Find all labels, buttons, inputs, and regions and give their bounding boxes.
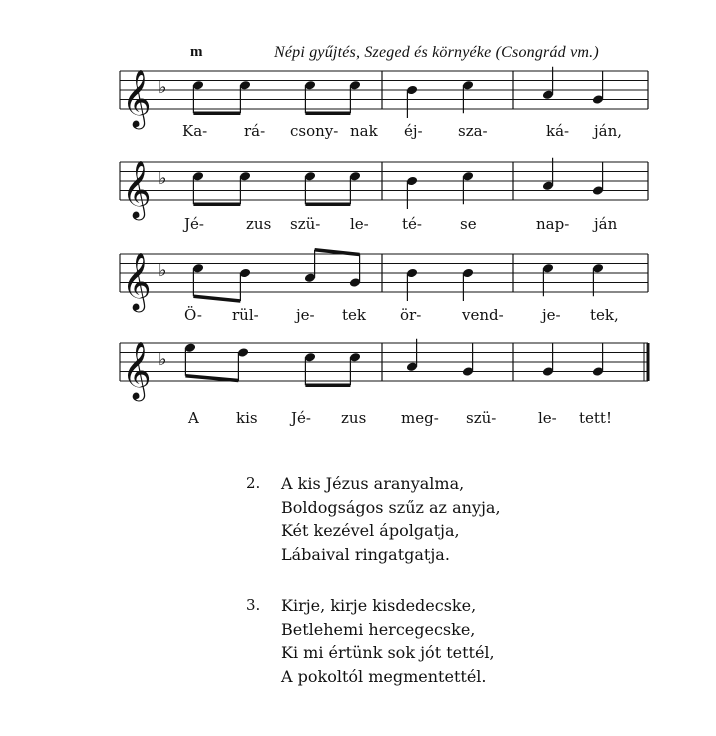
lyric-syllable: nak: [350, 122, 378, 140]
note-beam: [193, 296, 240, 301]
lyric-syllable: ör-: [400, 306, 422, 324]
note-beam: [185, 376, 238, 381]
collection-mark: m: [190, 44, 203, 60]
staff-system: [0, 242, 716, 312]
verse-line: Betlehemi hercegecske,: [281, 619, 476, 639]
verse-line: Kirje, kirje kisdedecske,: [281, 596, 477, 615]
flat-icon: ♭: [158, 168, 167, 189]
lyric-syllable: Ö-: [184, 306, 202, 324]
staff-system: [0, 59, 716, 129]
verse-2: [246, 472, 501, 566]
treble-clef-icon: 𝄞: [122, 252, 152, 310]
lyric-syllable: nap-: [536, 215, 570, 233]
treble-clef-icon: 𝄞: [122, 160, 152, 218]
verse-number: 3.: [246, 596, 261, 614]
lyric-syllable: té-: [402, 215, 422, 233]
staff-system: [0, 331, 716, 401]
lyric-syllable: ján: [594, 215, 618, 233]
lyric-syllable: je-: [296, 306, 315, 324]
lyric-syllable: je-: [542, 306, 561, 324]
verse-line: A pokoltól megmentettél.: [281, 666, 487, 686]
treble-clef-icon: 𝄞: [122, 69, 152, 127]
verse-line: Ki mi értünk sok jót tettél,: [281, 643, 495, 662]
flat-icon: ♭: [158, 260, 167, 281]
lyric-syllable: csony-: [290, 122, 339, 140]
lyric-syllable: rá-: [244, 122, 266, 140]
lyric-syllable: ká-: [546, 122, 570, 140]
lyric-syllable: sza-: [458, 122, 488, 140]
lyric-syllable: kis: [236, 409, 258, 427]
lyric-syllable: Jé-: [184, 215, 204, 233]
lyric-syllable: zus: [341, 409, 367, 427]
lyric-syllable: ján,: [594, 122, 623, 140]
flat-icon: ♭: [158, 77, 167, 98]
lyric-syllable: A: [188, 409, 199, 427]
lyric-syllable: Jé-: [291, 409, 311, 427]
source-note: Népi gyűjtés, Szeged és környéke (Csongrád vm.): [274, 44, 599, 61]
verse-line: A kis Jézus aranyalma,: [281, 474, 465, 493]
lyric-syllable: szü-: [290, 215, 321, 233]
lyric-syllable: tek: [342, 306, 366, 324]
lyric-syllable: rül-: [232, 306, 259, 324]
lyric-syllable: vend-: [462, 306, 504, 324]
lyric-syllable: Ka-: [182, 122, 208, 140]
treble-clef-icon: 𝄞: [122, 341, 152, 399]
lyric-syllable: le-: [538, 409, 557, 427]
verse-line: Két kezével ápolgatja,: [281, 521, 460, 540]
lyric-syllable: tek,: [590, 306, 619, 324]
lyric-syllable: tett!: [579, 409, 612, 427]
verse-line: Boldogságos szűz az anyja,: [281, 497, 501, 517]
lyric-syllable: zus: [246, 215, 272, 233]
flat-icon: ♭: [158, 349, 167, 370]
lyric-syllable: éj-: [404, 122, 423, 140]
verse-line: Lábaival ringatgatja.: [281, 544, 450, 564]
lyric-syllable: meg-: [401, 409, 439, 427]
lyric-syllable: le-: [350, 215, 369, 233]
verse-number: 2.: [246, 474, 261, 492]
lyric-syllable: szü-: [466, 409, 497, 427]
staff-system: [0, 150, 716, 220]
verse-3: [246, 594, 495, 688]
lyric-syllable: se: [460, 215, 477, 233]
